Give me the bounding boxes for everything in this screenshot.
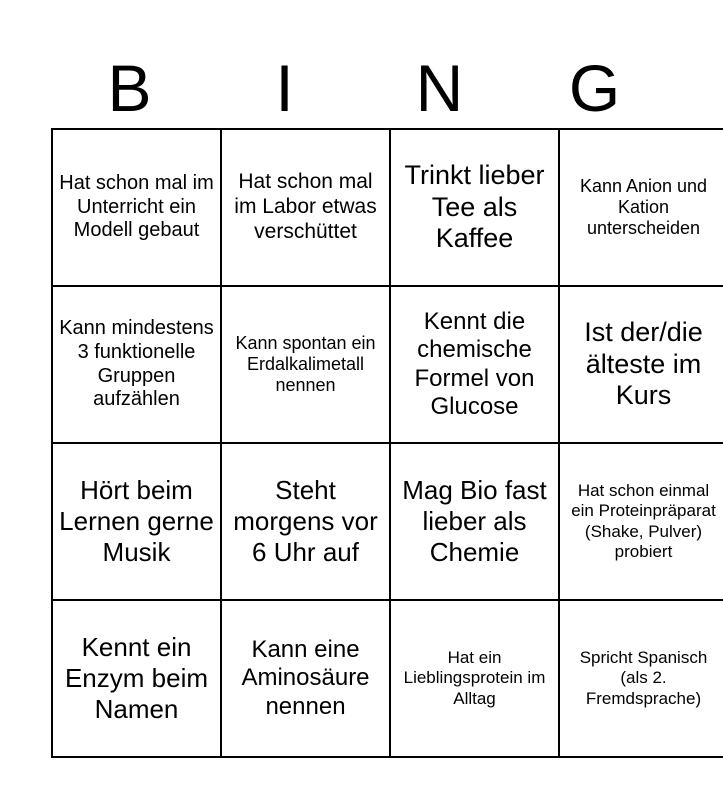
header-letter-b: B: [107, 51, 152, 125]
bingo-cell[interactable]: Ist der/die älteste im Kurs: [559, 286, 723, 443]
bingo-cell[interactable]: Hört beim Lernen gerne Musik: [52, 443, 221, 600]
header-letter-n: N: [415, 51, 464, 125]
bingo-cell[interactable]: Hat ein Lieblingsprotein im Alltag: [390, 600, 559, 757]
bingo-cell[interactable]: Trinkt lieber Tee als Kaffee: [390, 129, 559, 286]
bingo-cell[interactable]: Hat schon mal im Labor etwas verschüttet: [221, 129, 390, 286]
board-row: [52, 129, 723, 286]
board-row: [52, 286, 723, 443]
bingo-cell[interactable]: Hat schon mal im Unterricht ein Modell gebaut: [52, 129, 221, 286]
bingo-cell[interactable]: Kennt die chemische Formel von Glucose: [390, 286, 559, 443]
bingo-cell[interactable]: Steht morgens vor 6 Uhr auf: [221, 443, 390, 600]
bingo-cell[interactable]: Mag Bio fast lieber als Chemie: [390, 443, 559, 600]
bingo-cell[interactable]: Hat schon einmal ein Proteinpräparat (Shake, Pulver) probiert: [559, 443, 723, 600]
bingo-cell[interactable]: Kann Anion und Kation unterscheiden: [559, 129, 723, 286]
header-letter-g: G: [568, 51, 621, 125]
bingo-cell[interactable]: Kann eine Aminosäure nennen: [221, 600, 390, 757]
bingo-cell[interactable]: Kann mindestens 3 funktionelle Gruppen aufzählen: [52, 286, 221, 443]
header-letter-i: I: [275, 51, 294, 125]
bingo-cell[interactable]: Kann spontan ein Erdalkalimetall nennen: [221, 286, 390, 443]
board-row: [52, 443, 723, 600]
bingo-cell[interactable]: Spricht Spanisch (als 2. Fremdsprache): [559, 600, 723, 757]
board-row: [52, 600, 723, 757]
bingo-header: [52, 48, 672, 128]
bingo-board: [51, 128, 723, 758]
bingo-cell[interactable]: Kennt ein Enzym beim Namen: [52, 600, 221, 757]
